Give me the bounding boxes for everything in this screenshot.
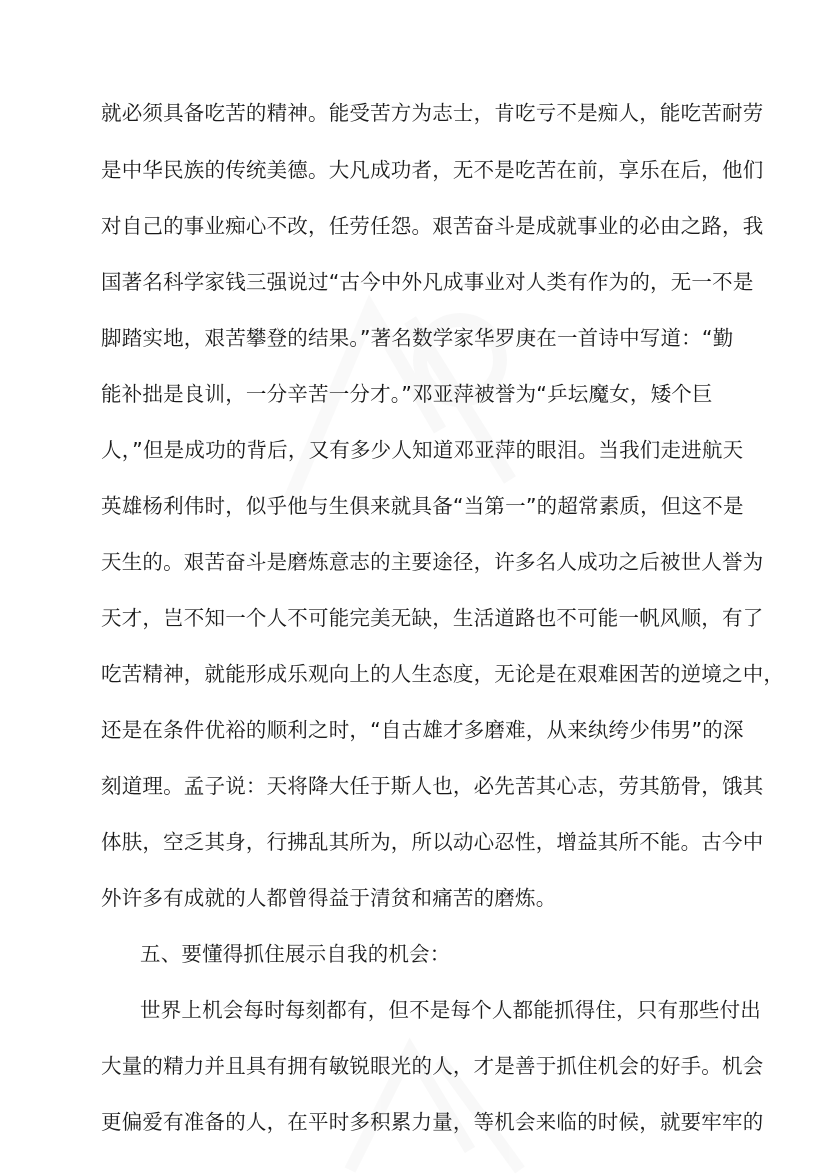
paragraph-line: 天才，岂不知一个人不可能完美无缺，生活道路也不可能一帆风顺，有了: [101, 606, 764, 630]
paragraph-line: 国著名科学家钱三强说过“古今中外凡成事业对人类有作为的，无一不是: [101, 270, 754, 294]
paragraph-line: 吃苦精神，就能形成乐观向上的人生态度，无论是在艰难困苦的逆境之中，: [101, 662, 785, 686]
paragraph-line: 刻道理。孟子说：天将降大任于斯人也，必先苦其心志，劳其筋骨，饿其: [101, 774, 764, 798]
paragraph-line: 外许多有成就的人都曾得益于清贫和痛苦的磨炼。: [101, 886, 557, 910]
section-heading: 五、要懂得抓住展示自我的机会：: [140, 942, 451, 966]
paragraph-line: 天生的。艰苦奋斗是磨炼意志的主要途径，许多名人成功之后被世人誉为: [101, 550, 764, 574]
paragraph-line: 人，”但是成功的背后，又有多少人知道邓亚萍的眼泪。当我们走进航天: [101, 438, 744, 462]
paragraph-line: 对自己的事业痴心不改，任劳任怨。艰苦奋斗是成就事业的必由之路，我: [101, 214, 764, 238]
paragraph-line: 还是在条件优裕的顺利之时，“自古雄才多磨难，从来纨绔少伟男”的深: [101, 718, 744, 742]
paragraph-line: 能补拙是良训，一分辛苦一分才。”邓亚萍被誉为“乒坛魔女，矮个巨: [101, 382, 713, 406]
paragraph-line: 大量的精力并且具有拥有敏锐眼光的人，才是善于抓住机会的好手。机会: [101, 1054, 764, 1078]
paragraph-line: 脚踏实地，艰苦攀登的结果。”著名数学家华罗庚在一首诗中写道：“勤: [101, 326, 734, 350]
paragraph-line: 英雄杨利伟时，似乎他与生俱来就具备“当第一”的超常素质，但这不是: [101, 494, 744, 518]
paragraph-line: 是中华民族的传统美德。大凡成功者，无不是吃苦在前，享乐在后，他们: [101, 158, 764, 182]
paragraph-line: 世界上机会每时每刻都有，但不是每个人都能抓得住，只有那些付出: [140, 998, 761, 1022]
paragraph-line: 更偏爱有准备的人，在平时多积累力量，等机会来临的时候，就要牢牢的: [101, 1110, 764, 1134]
paragraph-line: 就必须具备吃苦的精神。能受苦方为志士，肯吃亏不是痴人，能吃苦耐劳: [101, 101, 764, 125]
paragraph-line: 体肤，空乏其身，行拂乱其所为，所以动心忍性，增益其所不能。古今中: [101, 830, 764, 854]
